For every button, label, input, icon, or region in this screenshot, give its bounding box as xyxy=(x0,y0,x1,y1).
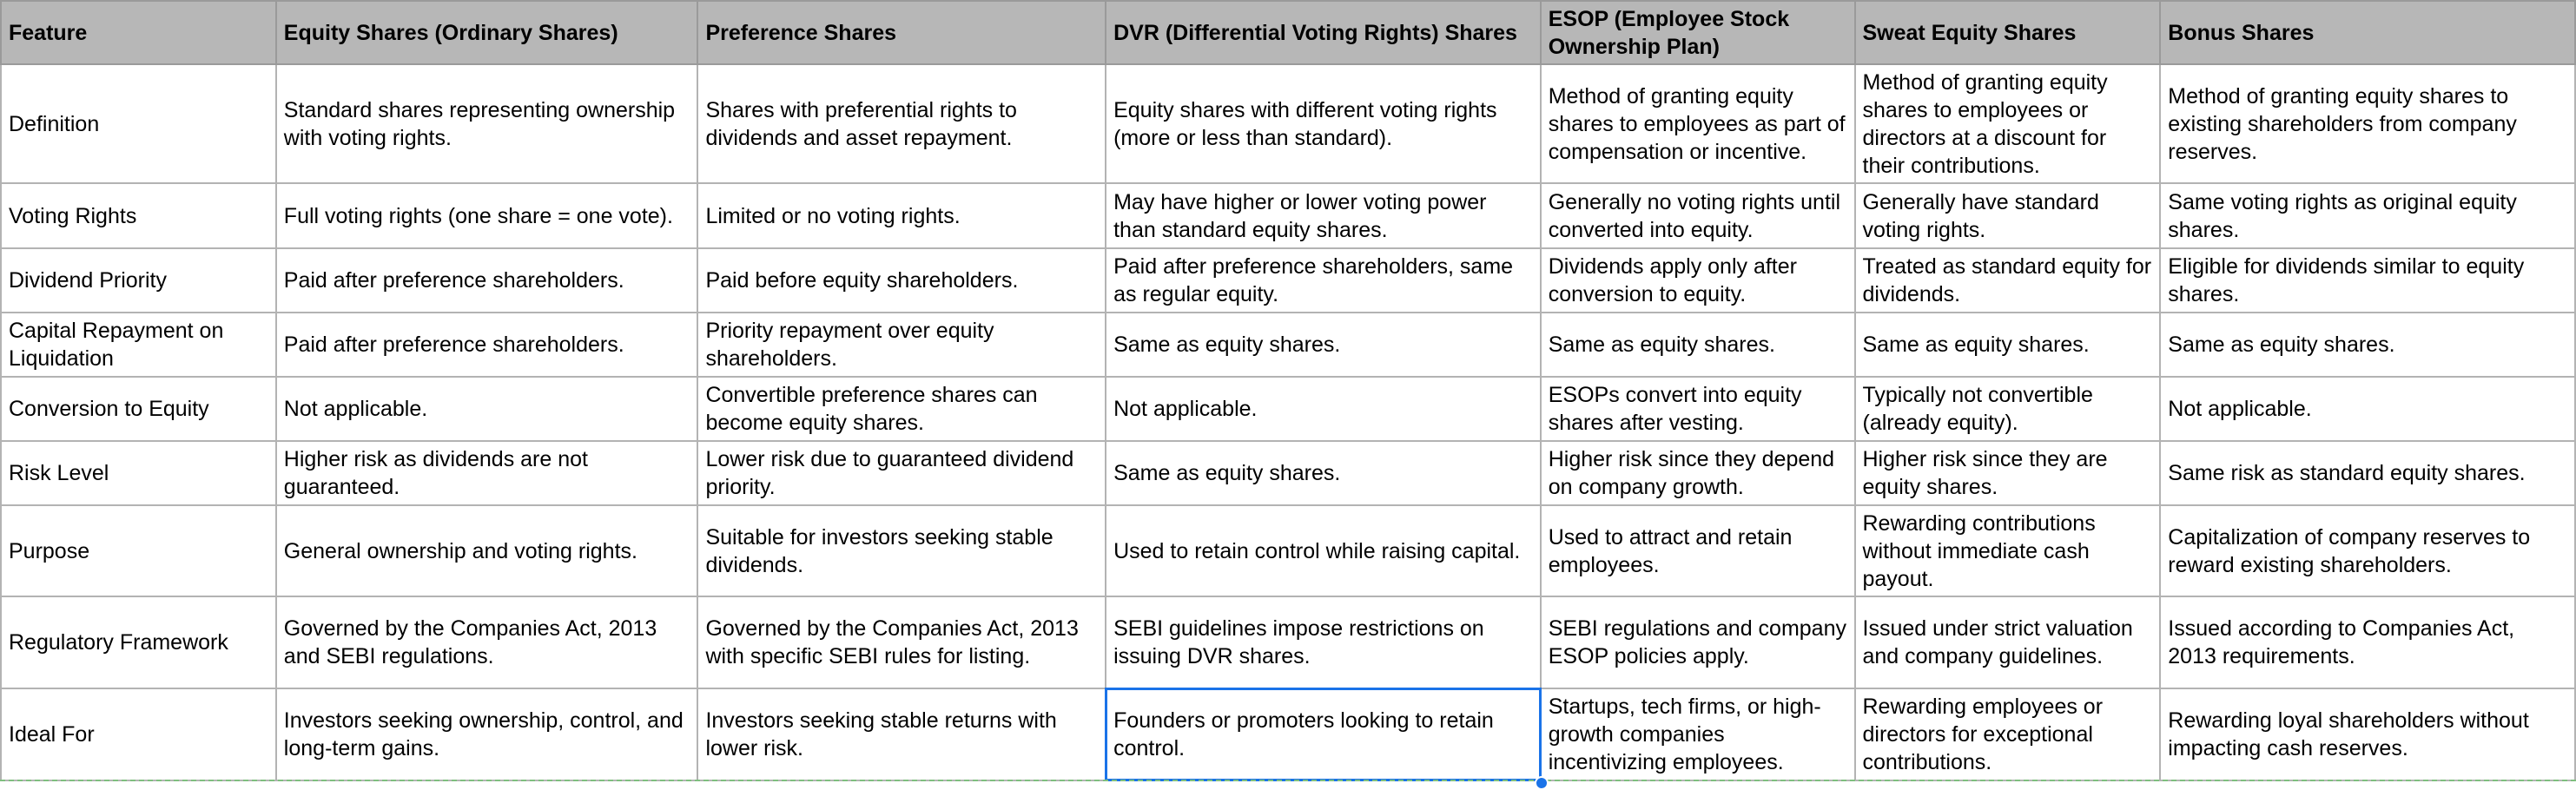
cell-definition-preference[interactable]: Shares with preferential rights to dividends and asset repayment. xyxy=(697,64,1106,183)
cell-voting-rights-esop[interactable]: Generally no voting rights until converted into equity. xyxy=(1541,183,1855,248)
cell-capital-repayment-dvr[interactable]: Same as equity shares. xyxy=(1106,313,1541,377)
cell-dividend-priority-equity[interactable]: Paid after preference shareholders. xyxy=(276,248,698,313)
cell-purpose-esop[interactable]: Used to attract and retain employees. xyxy=(1541,505,1855,596)
cell-conversion-bonus[interactable]: Not applicable. xyxy=(2160,377,2575,441)
cell-definition-feature[interactable]: Definition xyxy=(1,64,276,183)
cell-conversion-sweat[interactable]: Typically not convertible (already equity). xyxy=(1855,377,2161,441)
cell-voting-rights-sweat[interactable]: Generally have standard voting rights. xyxy=(1855,183,2161,248)
cell-regulatory-preference[interactable]: Governed by the Companies Act, 2013 with specific SEBI rules for listing. xyxy=(697,596,1106,688)
cell-regulatory-dvr[interactable]: SEBI guidelines impose restrictions on issuing DVR shares. xyxy=(1106,596,1541,688)
cell-risk-level-esop[interactable]: Higher risk since they depend on company growth. xyxy=(1541,441,1855,505)
cell-definition-esop[interactable]: Method of granting equity shares to employees as part of compensation or incentive. xyxy=(1541,64,1855,183)
cell-dividend-priority-bonus[interactable]: Eligible for dividends similar to equity shares. xyxy=(2160,248,2575,313)
cell-dividend-priority-feature[interactable]: Dividend Priority xyxy=(1,248,276,313)
cell-purpose-feature[interactable]: Purpose xyxy=(1,505,276,596)
table-row-regulatory xyxy=(1,596,2575,688)
cell-regulatory-equity[interactable]: Governed by the Companies Act, 2013 and SEBI regulations. xyxy=(276,596,698,688)
cell-regulatory-sweat[interactable]: Issued under strict valuation and company guidelines. xyxy=(1855,596,2161,688)
cell-conversion-equity[interactable]: Not applicable. xyxy=(276,377,698,441)
cell-ideal-for-bonus[interactable]: Rewarding loyal shareholders without impacting cash reserves. xyxy=(2160,688,2575,780)
cell-ideal-for-dvr[interactable]: Founders or promoters looking to retain control. xyxy=(1106,688,1541,780)
header-cell-feature[interactable]: Feature xyxy=(1,1,276,64)
cell-regulatory-esop[interactable]: SEBI regulations and company ESOP policies apply. xyxy=(1541,596,1855,688)
cell-risk-level-feature[interactable]: Risk Level xyxy=(1,441,276,505)
cell-definition-bonus[interactable]: Method of granting equity shares to existing shareholders from company reserves. xyxy=(2160,64,2575,183)
header-cell-equity[interactable]: Equity Shares (Ordinary Shares) xyxy=(276,1,698,64)
cell-ideal-for-feature[interactable]: Ideal For xyxy=(1,688,276,780)
cell-capital-repayment-equity[interactable]: Paid after preference shareholders. xyxy=(276,313,698,377)
cell-purpose-bonus[interactable]: Capitalization of company reserves to reward existing shareholders. xyxy=(2160,505,2575,596)
copy-marquee-border xyxy=(0,780,2576,781)
header-cell-dvr[interactable]: DVR (Differential Voting Rights) Shares xyxy=(1106,1,1541,64)
table-row-conversion xyxy=(1,377,2575,441)
table-row-definition xyxy=(1,64,2575,183)
cell-purpose-sweat[interactable]: Rewarding contributions without immediate cash payout. xyxy=(1855,505,2161,596)
cell-capital-repayment-feature[interactable]: Capital Repayment on Liquidation xyxy=(1,313,276,377)
cell-purpose-equity[interactable]: General ownership and voting rights. xyxy=(276,505,698,596)
header-cell-preference[interactable]: Preference Shares xyxy=(697,1,1106,64)
table-row-dividend-priority xyxy=(1,248,2575,313)
cell-regulatory-bonus[interactable]: Issued according to Companies Act, 2013 requirements. xyxy=(2160,596,2575,688)
cell-conversion-preference[interactable]: Convertible preference shares can become equity shares. xyxy=(697,377,1106,441)
cell-voting-rights-feature[interactable]: Voting Rights xyxy=(1,183,276,248)
header-cell-esop[interactable]: ESOP (Employee Stock Ownership Plan) xyxy=(1541,1,1855,64)
cell-voting-rights-preference[interactable]: Limited or no voting rights. xyxy=(697,183,1106,248)
header-cell-bonus[interactable]: Bonus Shares xyxy=(2160,1,2575,64)
cell-ideal-for-esop[interactable]: Startups, tech firms, or high-growth companies incentivizing employees. xyxy=(1541,688,1855,780)
cell-regulatory-feature[interactable]: Regulatory Framework xyxy=(1,596,276,688)
cell-risk-level-sweat[interactable]: Higher risk since they are equity shares. xyxy=(1855,441,2161,505)
cell-voting-rights-equity[interactable]: Full voting rights (one share = one vote). xyxy=(276,183,698,248)
cell-risk-level-preference[interactable]: Lower risk due to guaranteed dividend priority. xyxy=(697,441,1106,505)
cell-definition-sweat[interactable]: Method of granting equity shares to employees or directors at a discount for their contributions. xyxy=(1855,64,2161,183)
cell-purpose-dvr[interactable]: Used to retain control while raising capital. xyxy=(1106,505,1541,596)
cell-voting-rights-dvr[interactable]: May have higher or lower voting power than standard equity shares. xyxy=(1106,183,1541,248)
cell-purpose-preference[interactable]: Suitable for investors seeking stable dividends. xyxy=(697,505,1106,596)
cell-definition-equity[interactable]: Standard shares representing ownership with voting rights. xyxy=(276,64,698,183)
header-cell-sweat[interactable]: Sweat Equity Shares xyxy=(1855,1,2161,64)
cell-conversion-feature[interactable]: Conversion to Equity xyxy=(1,377,276,441)
cell-capital-repayment-esop[interactable]: Same as equity shares. xyxy=(1541,313,1855,377)
cell-ideal-for-preference[interactable]: Investors seeking stable returns with lower risk. xyxy=(697,688,1106,780)
cell-dividend-priority-esop[interactable]: Dividends apply only after conversion to equity. xyxy=(1541,248,1855,313)
cell-ideal-for-sweat[interactable]: Rewarding employees or directors for exceptional contributions. xyxy=(1855,688,2161,780)
table-row-purpose xyxy=(1,505,2575,596)
cell-dividend-priority-sweat[interactable]: Treated as standard equity for dividends. xyxy=(1855,248,2161,313)
cell-conversion-esop[interactable]: ESOPs convert into equity shares after vesting. xyxy=(1541,377,1855,441)
table-row-ideal-for xyxy=(1,688,2575,780)
cell-dividend-priority-dvr[interactable]: Paid after preference shareholders, same as regular equity. xyxy=(1106,248,1541,313)
cell-risk-level-equity[interactable]: Higher risk as dividends are not guaranteed. xyxy=(276,441,698,505)
cell-risk-level-bonus[interactable]: Same risk as standard equity shares. xyxy=(2160,441,2575,505)
fill-handle[interactable] xyxy=(1535,776,1549,790)
cell-risk-level-dvr[interactable]: Same as equity shares. xyxy=(1106,441,1541,505)
cell-dividend-priority-preference[interactable]: Paid before equity shareholders. xyxy=(697,248,1106,313)
cell-voting-rights-bonus[interactable]: Same voting rights as original equity shares. xyxy=(2160,183,2575,248)
cell-capital-repayment-sweat[interactable]: Same as equity shares. xyxy=(1855,313,2161,377)
cell-ideal-for-equity[interactable]: Investors seeking ownership, control, and long-term gains. xyxy=(276,688,698,780)
header-row xyxy=(1,1,2575,64)
cell-definition-dvr[interactable]: Equity shares with different voting rights (more or less than standard). xyxy=(1106,64,1541,183)
cell-capital-repayment-bonus[interactable]: Same as equity shares. xyxy=(2160,313,2575,377)
table-row-voting-rights xyxy=(1,183,2575,248)
cell-capital-repayment-preference[interactable]: Priority repayment over equity shareholders. xyxy=(697,313,1106,377)
table-row-capital-repayment xyxy=(1,313,2575,377)
cell-conversion-dvr[interactable]: Not applicable. xyxy=(1106,377,1541,441)
table-row-risk-level xyxy=(1,441,2575,505)
